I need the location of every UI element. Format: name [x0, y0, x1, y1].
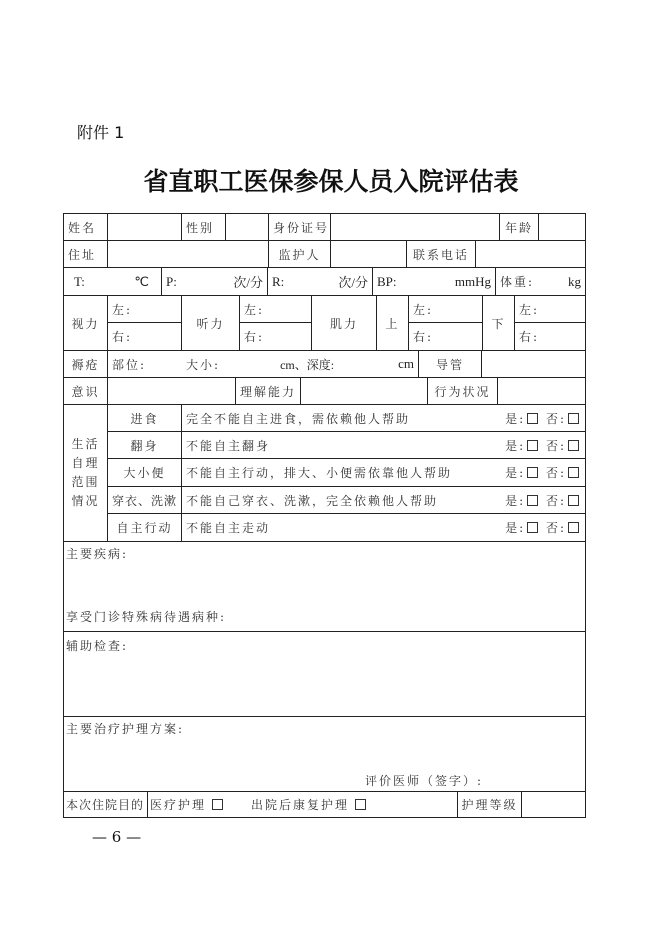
attachment-label: 附件 1: [77, 123, 125, 142]
behavior-label: 行为状况: [427, 377, 498, 405]
no-checkbox[interactable]: [568, 467, 579, 478]
gender-label: 性别: [181, 213, 226, 241]
self-care-row: [181, 404, 586, 432]
auxiliary-exam-label: 辅助检查:: [66, 639, 129, 653]
treatment-plan-section[interactable]: [63, 716, 586, 792]
pressure-sore-label: 褥疮: [63, 350, 108, 378]
yes-no-options: [505, 437, 581, 454]
nursing-level-label: 护理等级: [457, 791, 522, 818]
respiration-field[interactable]: [267, 267, 373, 296]
comprehension-field[interactable]: [300, 377, 428, 405]
catheter-label: 导管: [418, 350, 482, 378]
medical-care-checkbox[interactable]: [212, 799, 223, 810]
yes-label: 是:: [505, 466, 526, 480]
sore-site-label: 部位:: [112, 357, 147, 372]
name-field[interactable]: [107, 213, 182, 241]
weight-label: 体重:: [500, 275, 535, 289]
main-disease-label: 主要疾病:: [66, 547, 129, 561]
pulse-field[interactable]: [161, 267, 268, 296]
yes-no-options: [505, 519, 581, 536]
weight-unit: kg: [568, 273, 581, 289]
self-care-item-desc: 不能自己穿衣、洗漱，完全依赖他人帮助: [186, 493, 439, 508]
hearing-right-field[interactable]: 右:: [239, 322, 312, 351]
lower-limb-label: 下: [482, 295, 515, 351]
yes-label: 是:: [505, 411, 526, 426]
no-checkbox[interactable]: [568, 440, 579, 451]
self-care-item-name: 穿衣、洗漱: [107, 486, 182, 514]
self-care-item-desc: 不能自主走动: [186, 521, 271, 535]
page-number: — 6 —: [92, 828, 142, 846]
id-label: 身份证号: [268, 213, 331, 241]
respiration-unit: 次/分: [338, 275, 368, 290]
blood-pressure-field[interactable]: [372, 267, 496, 296]
form-title: 省直职工医保参保人员入院评估表: [143, 167, 519, 196]
self-care-row: [181, 513, 586, 542]
yes-label: 是:: [505, 438, 526, 453]
admission-purpose-options: [147, 791, 458, 818]
self-care-item-desc: 完全不能自主进食，需依赖他人帮助: [186, 411, 411, 426]
doctor-signature-label: 评价医师（签字）:: [365, 774, 484, 788]
self-care-row: [181, 486, 586, 514]
muscle-strength-label: 肌力: [311, 295, 377, 351]
self-care-item-name: 进食: [107, 404, 182, 432]
self-care-item-desc: 不能自主翻身: [186, 438, 271, 453]
self-care-item-name: 大小便: [107, 458, 182, 487]
self-care-item-desc: 不能自主行动，排大、小便需依靠他人帮助: [186, 466, 453, 480]
no-label: 否:: [545, 466, 566, 480]
yes-checkbox[interactable]: [527, 440, 538, 451]
self-care-label-line: 自理: [71, 456, 100, 470]
auxiliary-exam-section[interactable]: [63, 631, 586, 717]
weight-field[interactable]: [495, 267, 586, 296]
yes-checkbox[interactable]: [527, 413, 538, 424]
nursing-level-field[interactable]: [521, 791, 586, 818]
sore-size-label: 大小:: [186, 357, 221, 372]
sore-depth-label: cm、深度:: [280, 357, 335, 372]
id-field[interactable]: [330, 213, 500, 241]
yes-checkbox[interactable]: [527, 467, 538, 478]
self-care-group-label: [63, 404, 108, 542]
lower-right-field[interactable]: 右:: [514, 322, 586, 351]
lower-left-field[interactable]: 左:: [514, 295, 586, 323]
temperature-field[interactable]: [63, 267, 162, 296]
bp-unit: mmHg: [454, 273, 491, 289]
age-field[interactable]: [538, 213, 586, 241]
catheter-field[interactable]: [481, 350, 586, 378]
self-care-label-line: 范围: [71, 475, 100, 489]
rehab-care-label: 出院后康复护理: [251, 798, 350, 812]
behavior-field[interactable]: [497, 377, 586, 405]
yes-no-options: [505, 464, 581, 481]
name-label: 姓名: [63, 213, 108, 241]
vision-right-field[interactable]: 右:: [107, 322, 182, 351]
consciousness-field[interactable]: [107, 377, 236, 405]
pulse-label: P:: [166, 273, 177, 289]
no-label: 否:: [545, 438, 566, 453]
admission-purpose-label: 本次住院目的: [63, 791, 148, 818]
no-label: 否:: [545, 521, 566, 535]
no-checkbox[interactable]: [568, 522, 579, 533]
address-field[interactable]: [107, 240, 269, 268]
comprehension-label: 理解能力: [235, 377, 301, 405]
self-care-item-name: 翻身: [107, 431, 182, 459]
respiration-label: R:: [272, 273, 285, 289]
main-disease-section[interactable]: [63, 541, 586, 632]
upper-left-field[interactable]: 左:: [408, 295, 483, 323]
temperature-unit: ℃: [134, 273, 149, 289]
pulse-unit: 次/分: [233, 275, 263, 290]
yes-no-options: [505, 410, 581, 427]
gender-field[interactable]: [225, 213, 269, 241]
vision-label: 视力: [63, 295, 108, 351]
no-label: 否:: [545, 493, 566, 508]
sore-depth-unit: cm: [398, 356, 414, 371]
rehab-care-checkbox[interactable]: [355, 799, 366, 810]
self-care-item-name: 自主行动: [107, 513, 182, 542]
bp-label: BP:: [377, 273, 397, 289]
age-label: 年龄: [499, 213, 539, 241]
temperature-label: T:: [74, 273, 85, 289]
yes-checkbox[interactable]: [527, 522, 538, 533]
upper-limb-label: 上: [376, 295, 409, 351]
address-label: 住址: [63, 240, 108, 268]
hearing-label: 听力: [181, 295, 240, 351]
guardian-field[interactable]: [330, 240, 407, 268]
hearing-left-field[interactable]: 左:: [239, 295, 312, 323]
yes-checkbox[interactable]: [527, 495, 538, 506]
medical-care-label: 医疗护理: [150, 798, 207, 812]
self-care-row: [181, 431, 586, 459]
consciousness-label: 意识: [63, 377, 108, 405]
phone-label: 联系电话: [406, 240, 476, 268]
self-care-row: [181, 458, 586, 487]
treatment-plan-label: 主要治疗护理方案:: [66, 722, 185, 736]
no-label: 否:: [545, 411, 566, 426]
pressure-sore-field[interactable]: [107, 350, 419, 378]
self-care-label-line: 情况: [71, 494, 100, 508]
phone-field[interactable]: [475, 240, 586, 268]
no-checkbox[interactable]: [568, 495, 579, 506]
vision-left-field[interactable]: 左:: [107, 295, 182, 323]
no-checkbox[interactable]: [568, 413, 579, 424]
self-care-label-line: 生活: [71, 437, 100, 451]
yes-label: 是:: [505, 521, 526, 535]
yes-no-options: [505, 492, 581, 509]
yes-label: 是:: [505, 493, 526, 508]
upper-right-field[interactable]: 右:: [408, 322, 483, 351]
special-disease-label: 享受门诊特殊病待遇病种:: [66, 610, 227, 624]
guardian-label: 监护人: [268, 240, 331, 268]
